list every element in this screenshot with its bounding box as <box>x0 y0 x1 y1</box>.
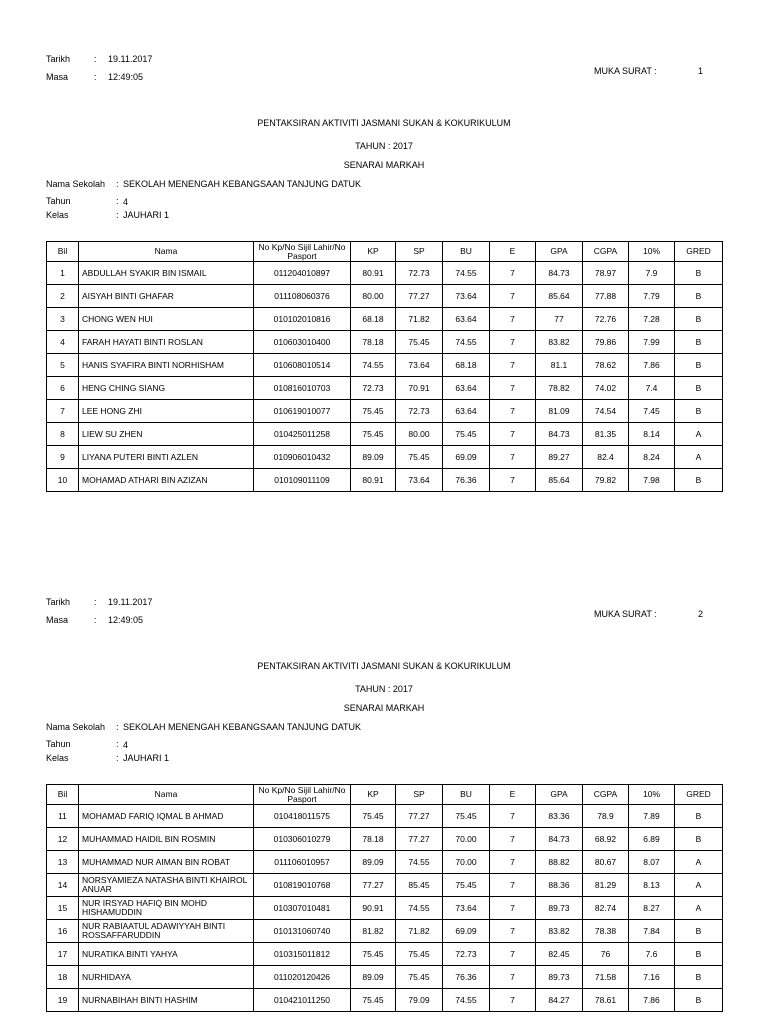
table-header-row <box>47 242 723 262</box>
header-10pct: 10% <box>629 242 675 262</box>
cell-bil: 18 <box>47 966 79 989</box>
cell-nokp: 010131060740 <box>254 920 351 943</box>
cell-e: 7 <box>490 897 536 920</box>
cell-bu: 70.00 <box>443 828 490 851</box>
cell-cgpa: 77.88 <box>583 285 629 308</box>
cell-gred: B <box>675 828 723 851</box>
table-row <box>47 262 723 285</box>
report-title: PENTAKSIRAN AKTIVITI JASMANI SUKAN & KOKURIKULUM <box>257 661 511 671</box>
cell-pct: 7.84 <box>629 920 675 943</box>
header-bu: BU <box>443 242 490 262</box>
table-row <box>47 377 723 400</box>
cell-gpa: 78.82 <box>536 377 583 400</box>
tarikh-colon: : <box>94 597 97 607</box>
muka-surat-value: 1 <box>698 66 704 76</box>
cell-gred: B <box>675 331 723 354</box>
cell-bu: 69.09 <box>443 920 490 943</box>
table-row <box>47 400 723 423</box>
cell-gred: B <box>675 943 723 966</box>
cell-e: 7 <box>490 400 536 423</box>
header-nama: Nama <box>79 785 254 805</box>
cell-bil: 13 <box>47 851 79 874</box>
masa-value: 12:49:05 <box>108 72 144 82</box>
cell-sp: 80.00 <box>396 423 443 446</box>
cell-cgpa: 78.9 <box>583 805 629 828</box>
cell-bu: 75.45 <box>443 805 490 828</box>
cell-nokp: 011106010957 <box>254 851 351 874</box>
cell-pct: 7.45 <box>629 400 675 423</box>
cell-bu: 63.64 <box>443 377 490 400</box>
cell-gred: B <box>675 354 723 377</box>
cell-bil: 2 <box>47 285 79 308</box>
cell-nama: NORSYAMIEZA NATASHA BINTI KHAIROL ANUAR <box>79 874 254 897</box>
cell-bil: 14 <box>47 874 79 897</box>
header-e: E <box>490 785 536 805</box>
sekolah-colon: : <box>116 722 119 732</box>
cell-kp: 75.45 <box>351 989 396 1012</box>
sekolah-value: SEKOLAH MENENGAH KEBANGSAAN TANJUNG DATUK <box>123 722 362 732</box>
cell-pct: 8.13 <box>629 874 675 897</box>
header-sp: SP <box>396 242 443 262</box>
sekolah-label: Nama Sekolah <box>46 722 106 732</box>
table-row <box>47 828 723 851</box>
cell-cgpa: 81.29 <box>583 874 629 897</box>
cell-nama: LIEW SU ZHEN <box>79 423 254 446</box>
cell-pct: 8.14 <box>629 423 675 446</box>
cell-kp: 77.27 <box>351 874 396 897</box>
cell-cgpa: 74.54 <box>583 400 629 423</box>
masa-colon: : <box>94 72 97 82</box>
cell-bil: 11 <box>47 805 79 828</box>
cell-cgpa: 78.62 <box>583 354 629 377</box>
header-kp: KP <box>351 242 396 262</box>
cell-nama: MUHAMMAD NUR AIMAN BIN ROBAT <box>79 851 254 874</box>
cell-gred: B <box>675 285 723 308</box>
cell-gred: A <box>675 446 723 469</box>
tahun-colon: : <box>116 739 119 749</box>
cell-sp: 85.45 <box>396 874 443 897</box>
table-row <box>47 966 723 989</box>
cell-bil: 7 <box>47 400 79 423</box>
cell-gpa: 83.36 <box>536 805 583 828</box>
cell-gpa: 83.82 <box>536 920 583 943</box>
report-title: PENTAKSIRAN AKTIVITI JASMANI SUKAN & KOKURIKULUM <box>257 118 511 128</box>
cell-gpa: 84.73 <box>536 262 583 285</box>
tahun-value: 4 <box>123 740 129 750</box>
cell-sp: 75.45 <box>396 943 443 966</box>
table-header-row <box>47 785 723 805</box>
cell-kp: 75.45 <box>351 943 396 966</box>
table-row <box>47 851 723 874</box>
sekolah-value: SEKOLAH MENENGAH KEBANGSAAN TANJUNG DATUK <box>123 179 362 189</box>
kelas-value: JAUHARI 1 <box>123 753 170 763</box>
cell-pct: 7.86 <box>629 354 675 377</box>
header-gred: GRED <box>675 242 723 262</box>
tarikh-label: Tarikh <box>46 54 71 64</box>
cell-e: 7 <box>490 851 536 874</box>
cell-sp: 75.45 <box>396 446 443 469</box>
header-nokp: No Kp/No Sijil Lahir/No Pasport <box>254 242 351 262</box>
cell-sp: 73.64 <box>396 469 443 492</box>
cell-gred: B <box>675 377 723 400</box>
cell-nama: NURATIKA BINTI YAHYA <box>79 943 254 966</box>
masa-label: Masa <box>46 615 69 625</box>
cell-gpa: 82.45 <box>536 943 583 966</box>
kelas-label: Kelas <box>46 210 69 220</box>
cell-bil: 6 <box>47 377 79 400</box>
cell-sp: 72.73 <box>396 400 443 423</box>
header-cgpa: CGPA <box>583 242 629 262</box>
cell-pct: 7.99 <box>629 331 675 354</box>
table-body-page-2 <box>47 805 723 1012</box>
cell-kp: 80.00 <box>351 285 396 308</box>
cell-kp: 81.82 <box>351 920 396 943</box>
cell-bu: 74.55 <box>443 989 490 1012</box>
cell-gpa: 89.73 <box>536 966 583 989</box>
cell-cgpa: 78.61 <box>583 989 629 1012</box>
cell-sp: 73.64 <box>396 354 443 377</box>
cell-kp: 75.45 <box>351 423 396 446</box>
cell-cgpa: 78.97 <box>583 262 629 285</box>
masa-value: 12:49:05 <box>108 615 144 625</box>
cell-pct: 7.86 <box>629 989 675 1012</box>
cell-gpa: 88.36 <box>536 874 583 897</box>
cell-bil: 1 <box>47 262 79 285</box>
cell-pct: 8.24 <box>629 446 675 469</box>
cell-nokp: 011204010897 <box>254 262 351 285</box>
cell-gred: B <box>675 262 723 285</box>
cell-cgpa: 82.4 <box>583 446 629 469</box>
cell-nama: MOHAMAD FARIQ IQMAL B AHMAD <box>79 805 254 828</box>
cell-kp: 80.91 <box>351 469 396 492</box>
cell-gpa: 81.1 <box>536 354 583 377</box>
marks-table-page-1 <box>46 241 723 492</box>
muka-surat-value: 2 <box>698 609 704 619</box>
cell-kp: 78.18 <box>351 828 396 851</box>
cell-gpa: 83.82 <box>536 331 583 354</box>
cell-bil: 10 <box>47 469 79 492</box>
cell-nokp: 010315011812 <box>254 943 351 966</box>
cell-bu: 73.64 <box>443 285 490 308</box>
tarikh-label: Tarikh <box>46 597 71 607</box>
cell-e: 7 <box>490 989 536 1012</box>
kelas-colon: : <box>116 210 119 220</box>
cell-nokp: 010619010077 <box>254 400 351 423</box>
cell-e: 7 <box>490 920 536 943</box>
cell-bu: 74.55 <box>443 331 490 354</box>
cell-bil: 12 <box>47 828 79 851</box>
cell-bil: 16 <box>47 920 79 943</box>
cell-nama: MUHAMMAD HAIDIL BIN ROSMIN <box>79 828 254 851</box>
kelas-colon: : <box>116 753 119 763</box>
report-year: TAHUN : 2017 <box>355 141 413 151</box>
cell-sp: 70.91 <box>396 377 443 400</box>
cell-e: 7 <box>490 943 536 966</box>
cell-nama: NUR IRSYAD HAFIQ BIN MOHD HISHAMUDDIN <box>79 897 254 920</box>
cell-gred: A <box>675 851 723 874</box>
cell-bil: 5 <box>47 354 79 377</box>
marks-table-page-2 <box>46 784 723 1012</box>
cell-cgpa: 72.76 <box>583 308 629 331</box>
cell-pct: 6.89 <box>629 828 675 851</box>
cell-bil: 4 <box>47 331 79 354</box>
table-row <box>47 920 723 943</box>
cell-e: 7 <box>490 308 536 331</box>
cell-pct: 7.16 <box>629 966 675 989</box>
header-cgpa: CGPA <box>583 785 629 805</box>
cell-e: 7 <box>490 262 536 285</box>
header-bu: BU <box>443 785 490 805</box>
header-nama: Nama <box>79 242 254 262</box>
cell-bil: 15 <box>47 897 79 920</box>
cell-pct: 7.6 <box>629 943 675 966</box>
cell-e: 7 <box>490 805 536 828</box>
cell-cgpa: 79.82 <box>583 469 629 492</box>
masa-label: Masa <box>46 72 69 82</box>
header-sp: SP <box>396 785 443 805</box>
cell-e: 7 <box>490 354 536 377</box>
cell-nokp: 010307010481 <box>254 897 351 920</box>
cell-kp: 78.18 <box>351 331 396 354</box>
tarikh-value: 19.11.2017 <box>108 597 153 607</box>
header-gred: GRED <box>675 785 723 805</box>
header-gpa: GPA <box>536 785 583 805</box>
report-subtitle: SENARAI MARKAH <box>343 160 425 170</box>
cell-nama: AISYAH BINTI GHAFAR <box>79 285 254 308</box>
cell-e: 7 <box>490 423 536 446</box>
cell-nokp: 010906010432 <box>254 446 351 469</box>
cell-sp: 74.55 <box>396 897 443 920</box>
table-body-page-1 <box>47 262 723 492</box>
sekolah-colon: : <box>116 179 119 189</box>
cell-nokp: 011020120426 <box>254 966 351 989</box>
cell-bu: 76.36 <box>443 469 490 492</box>
cell-nokp: 010306010279 <box>254 828 351 851</box>
cell-gpa: 89.27 <box>536 446 583 469</box>
cell-pct: 8.27 <box>629 897 675 920</box>
cell-bu: 73.64 <box>443 897 490 920</box>
tahun-value: 4 <box>123 197 129 207</box>
cell-nama: HANIS SYAFIRA BINTI NORHISHAM <box>79 354 254 377</box>
cell-kp: 75.45 <box>351 400 396 423</box>
cell-kp: 89.09 <box>351 966 396 989</box>
header-bil: Bil <box>47 785 79 805</box>
cell-cgpa: 78.38 <box>583 920 629 943</box>
cell-kp: 90.91 <box>351 897 396 920</box>
table-row <box>47 989 723 1012</box>
header-e: E <box>490 242 536 262</box>
cell-nokp: 010421011250 <box>254 989 351 1012</box>
cell-pct: 7.79 <box>629 285 675 308</box>
table-row <box>47 331 723 354</box>
cell-cgpa: 68.92 <box>583 828 629 851</box>
cell-nama: MOHAMAD ATHARI BIN AZIZAN <box>79 469 254 492</box>
cell-cgpa: 71.58 <box>583 966 629 989</box>
cell-gred: A <box>675 897 723 920</box>
cell-pct: 7.4 <box>629 377 675 400</box>
cell-gpa: 77 <box>536 308 583 331</box>
cell-sp: 75.45 <box>396 331 443 354</box>
report-subtitle: SENARAI MARKAH <box>343 703 425 713</box>
cell-bil: 17 <box>47 943 79 966</box>
cell-nama: ABDULLAH SYAKIR BIN ISMAIL <box>79 262 254 285</box>
cell-bil: 3 <box>47 308 79 331</box>
cell-cgpa: 81.35 <box>583 423 629 446</box>
cell-nama: CHONG WEN HUI <box>79 308 254 331</box>
cell-nokp: 010109011109 <box>254 469 351 492</box>
cell-gred: A <box>675 874 723 897</box>
cell-gred: B <box>675 469 723 492</box>
cell-nama: NURHIDAYA <box>79 966 254 989</box>
cell-e: 7 <box>490 874 536 897</box>
header-gpa: GPA <box>536 242 583 262</box>
tarikh-colon: : <box>94 54 97 64</box>
cell-kp: 74.55 <box>351 354 396 377</box>
kelas-label: Kelas <box>46 753 69 763</box>
cell-gred: B <box>675 920 723 943</box>
cell-nokp: 010418011575 <box>254 805 351 828</box>
cell-kp: 68.18 <box>351 308 396 331</box>
cell-nama: NUR RABIAATUL ADAWIYYAH BINTI ROSSAFFARUDDIN <box>79 920 254 943</box>
cell-sp: 75.45 <box>396 966 443 989</box>
cell-nokp: 010816010703 <box>254 377 351 400</box>
cell-e: 7 <box>490 469 536 492</box>
cell-e: 7 <box>490 966 536 989</box>
cell-cgpa: 80.67 <box>583 851 629 874</box>
cell-bil: 8 <box>47 423 79 446</box>
cell-gpa: 88.82 <box>536 851 583 874</box>
table-row <box>47 805 723 828</box>
cell-gpa: 81.09 <box>536 400 583 423</box>
cell-e: 7 <box>490 331 536 354</box>
cell-sp: 77.27 <box>396 828 443 851</box>
cell-nama: FARAH HAYATI BINTI ROSLAN <box>79 331 254 354</box>
cell-gpa: 85.64 <box>536 285 583 308</box>
cell-bu: 76.36 <box>443 966 490 989</box>
cell-gred: A <box>675 423 723 446</box>
cell-bu: 72.73 <box>443 943 490 966</box>
table-row <box>47 469 723 492</box>
cell-pct: 7.28 <box>629 308 675 331</box>
cell-bu: 75.45 <box>443 874 490 897</box>
tahun-label: Tahun <box>46 196 71 206</box>
cell-cgpa: 82.74 <box>583 897 629 920</box>
muka-surat-label: MUKA SURAT : <box>594 66 657 76</box>
cell-sp: 71.82 <box>396 920 443 943</box>
cell-gred: B <box>675 989 723 1012</box>
cell-sp: 72.73 <box>396 262 443 285</box>
table-row <box>47 285 723 308</box>
cell-cgpa: 79.86 <box>583 331 629 354</box>
cell-gpa: 84.73 <box>536 828 583 851</box>
cell-nokp: 011108060376 <box>254 285 351 308</box>
cell-e: 7 <box>490 446 536 469</box>
cell-bu: 69.09 <box>443 446 490 469</box>
cell-e: 7 <box>490 377 536 400</box>
cell-pct: 7.9 <box>629 262 675 285</box>
cell-gred: B <box>675 805 723 828</box>
table-row <box>47 308 723 331</box>
cell-bil: 9 <box>47 446 79 469</box>
cell-sp: 77.27 <box>396 805 443 828</box>
cell-gred: B <box>675 966 723 989</box>
kelas-value: JAUHARI 1 <box>123 210 170 220</box>
cell-cgpa: 74.02 <box>583 377 629 400</box>
cell-nama: LIYANA PUTERI BINTI AZLEN <box>79 446 254 469</box>
cell-e: 7 <box>490 285 536 308</box>
cell-cgpa: 76 <box>583 943 629 966</box>
tarikh-value: 19.11.2017 <box>108 54 153 64</box>
cell-gpa: 84.73 <box>536 423 583 446</box>
cell-bil: 19 <box>47 989 79 1012</box>
cell-nokp: 010425011258 <box>254 423 351 446</box>
cell-sp: 79.09 <box>396 989 443 1012</box>
cell-gpa: 89.73 <box>536 897 583 920</box>
cell-bu: 75.45 <box>443 423 490 446</box>
cell-nokp: 010603010400 <box>254 331 351 354</box>
cell-nama: NURNABIHAH BINTI HASHIM <box>79 989 254 1012</box>
cell-bu: 68.18 <box>443 354 490 377</box>
tahun-label: Tahun <box>46 739 71 749</box>
cell-pct: 7.89 <box>629 805 675 828</box>
cell-bu: 74.55 <box>443 262 490 285</box>
cell-nama: HENG CHING SIANG <box>79 377 254 400</box>
tahun-colon: : <box>116 196 119 206</box>
cell-sp: 71.82 <box>396 308 443 331</box>
masa-colon: : <box>94 615 97 625</box>
cell-bu: 63.64 <box>443 308 490 331</box>
cell-nama: LEE HONG ZHI <box>79 400 254 423</box>
report-year: TAHUN : 2017 <box>355 684 413 694</box>
header-nokp: No Kp/No Sijil Lahir/No Pasport <box>254 785 351 805</box>
cell-e: 7 <box>490 828 536 851</box>
cell-gred: B <box>675 308 723 331</box>
cell-bu: 63.64 <box>443 400 490 423</box>
table-row <box>47 446 723 469</box>
cell-sp: 77.27 <box>396 285 443 308</box>
cell-kp: 72.73 <box>351 377 396 400</box>
table-row <box>47 943 723 966</box>
table-row <box>47 897 723 920</box>
header-10pct: 10% <box>629 785 675 805</box>
cell-gred: B <box>675 400 723 423</box>
table-row <box>47 874 723 897</box>
table-row <box>47 423 723 446</box>
sekolah-label: Nama Sekolah <box>46 179 106 189</box>
header-kp: KP <box>351 785 396 805</box>
cell-kp: 89.09 <box>351 851 396 874</box>
cell-kp: 89.09 <box>351 446 396 469</box>
cell-kp: 80.91 <box>351 262 396 285</box>
cell-sp: 74.55 <box>396 851 443 874</box>
cell-kp: 75.45 <box>351 805 396 828</box>
table-row <box>47 354 723 377</box>
cell-pct: 8.07 <box>629 851 675 874</box>
cell-nokp: 010102010816 <box>254 308 351 331</box>
cell-pct: 7.98 <box>629 469 675 492</box>
header-bil: Bil <box>47 242 79 262</box>
cell-nokp: 010819010768 <box>254 874 351 897</box>
muka-surat-label: MUKA SURAT : <box>594 609 657 619</box>
cell-gpa: 84.27 <box>536 989 583 1012</box>
cell-bu: 70.00 <box>443 851 490 874</box>
cell-gpa: 85.64 <box>536 469 583 492</box>
cell-nokp: 010608010514 <box>254 354 351 377</box>
